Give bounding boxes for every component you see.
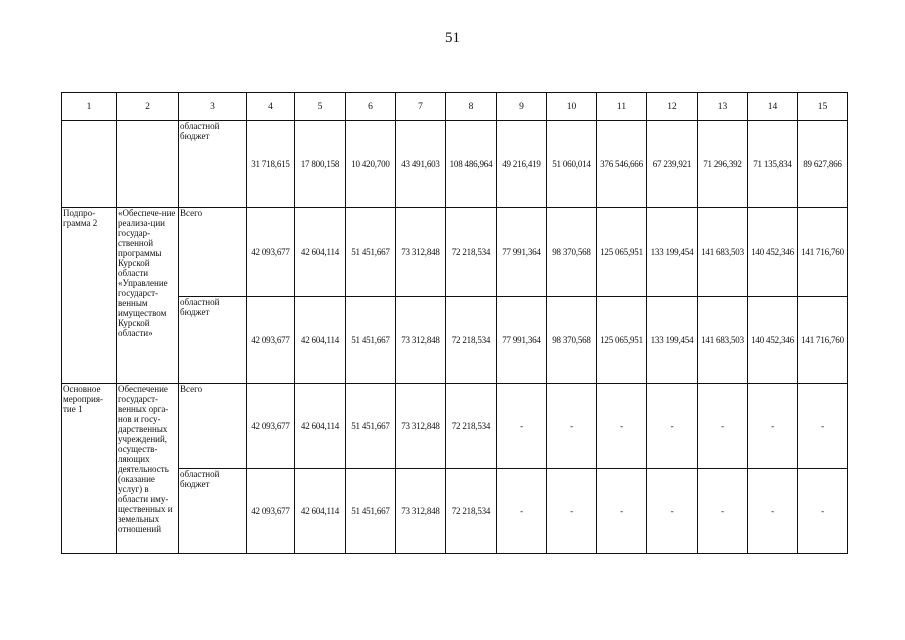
value-cell: 73 312,848 [396,384,446,469]
value-cell: - [698,469,748,554]
row-name-cell: Обеспечение государст-венных орга-нов и госу-дарственных учреждений, осуществ-ляющих деятельность (оказание услуг) в области иму-щественных и земельных отношений [117,384,179,554]
value-cell: 72 218,534 [446,208,497,297]
value-cell: - [497,469,547,554]
column-header-3: 3 [179,93,247,121]
value-cell: 141 683,503 [698,297,748,384]
value-cell: 133 199,454 [647,208,698,297]
row-subprogram-cell: Основное мероприя-тие 1 [62,384,117,554]
table-row [62,208,848,297]
value-cell: 72 218,534 [446,469,497,554]
value-cell: 10 420,700 [346,121,396,208]
value-cell: - [748,384,798,469]
value-cell: - [798,384,848,469]
column-header-15: 15 [798,93,848,121]
value-cell: 125 065,951 [597,208,647,297]
value-cell: - [547,469,597,554]
value-cell: 141 716,760 [798,297,848,384]
table-header-row [62,93,848,121]
value-cell: - [798,469,848,554]
value-cell: - [647,469,698,554]
column-header-7: 7 [396,93,446,121]
value-cell: 42 093,677 [247,208,295,297]
value-cell: 140 452,346 [748,297,798,384]
value-cell: 49 216,419 [497,121,547,208]
value-cell: 108 486,964 [446,121,497,208]
value-cell: 42 093,677 [247,297,295,384]
value-cell: - [748,469,798,554]
row-subprogram-cell [62,121,117,208]
column-header-14: 14 [748,93,798,121]
row-funding-source-cell: областной бюджет [179,297,247,384]
column-header-13: 13 [698,93,748,121]
value-cell: 51 451,667 [346,384,396,469]
row-name-cell: «Обеспече-ние реализа-ции государ-ственной программы Курской области «Управление государст-венным имуществом Курской области» [117,208,179,384]
value-cell: - [647,384,698,469]
value-cell: 98 370,568 [547,297,597,384]
value-cell: 141 683,503 [698,208,748,297]
value-cell: 42 093,677 [247,469,295,554]
value-cell: 140 452,346 [748,208,798,297]
row-funding-source-cell: областной бюджет [179,121,247,208]
value-cell: 73 312,848 [396,469,446,554]
table-row [62,469,848,554]
value-cell: - [698,384,748,469]
value-cell: 73 312,848 [396,297,446,384]
budget-table [61,92,848,554]
column-header-8: 8 [446,93,497,121]
value-cell: 17 800,158 [295,121,346,208]
column-header-1: 1 [62,93,117,121]
value-cell: 141 716,760 [798,208,848,297]
row-funding-source-cell: Всего [179,384,247,469]
value-cell: 77 991,364 [497,208,547,297]
value-cell: - [497,384,547,469]
column-header-4: 4 [247,93,295,121]
value-cell: 77 991,364 [497,297,547,384]
value-cell: - [597,384,647,469]
value-cell: 133 199,454 [647,297,698,384]
value-cell: 42 604,114 [295,384,346,469]
value-cell: 72 218,534 [446,297,497,384]
value-cell: 42 093,677 [247,384,295,469]
value-cell: 51 451,667 [346,208,396,297]
page-number: 51 [445,30,460,46]
row-name-cell [117,121,179,208]
value-cell: 51 451,667 [346,297,396,384]
row-funding-source-cell: областной бюджет [179,469,247,554]
value-cell: 98 370,568 [547,208,597,297]
column-header-5: 5 [295,93,346,121]
value-cell: 51 060,014 [547,121,597,208]
value-cell: - [597,469,647,554]
value-cell: 42 604,114 [295,469,346,554]
value-cell: 73 312,848 [396,208,446,297]
table-row [62,384,848,469]
value-cell: - [547,384,597,469]
table-row [62,121,848,208]
value-cell: 71 135,834 [748,121,798,208]
value-cell: 42 604,114 [295,297,346,384]
value-cell: 51 451,667 [346,469,396,554]
row-subprogram-cell: Подпро-грамма 2 [62,208,117,384]
value-cell: 67 239,921 [647,121,698,208]
value-cell: 31 718,615 [247,121,295,208]
value-cell: 71 296,392 [698,121,748,208]
column-header-2: 2 [117,93,179,121]
value-cell: 72 218,534 [446,384,497,469]
column-header-10: 10 [547,93,597,121]
value-cell: 43 491,603 [396,121,446,208]
row-funding-source-cell: Всего [179,208,247,297]
table-row [62,297,848,384]
value-cell: 125 065,951 [597,297,647,384]
value-cell: 42 604,114 [295,208,346,297]
column-header-6: 6 [346,93,396,121]
value-cell: 376 546,666 [597,121,647,208]
column-header-11: 11 [597,93,647,121]
value-cell: 89 627,866 [798,121,848,208]
column-header-9: 9 [497,93,547,121]
column-header-12: 12 [647,93,698,121]
